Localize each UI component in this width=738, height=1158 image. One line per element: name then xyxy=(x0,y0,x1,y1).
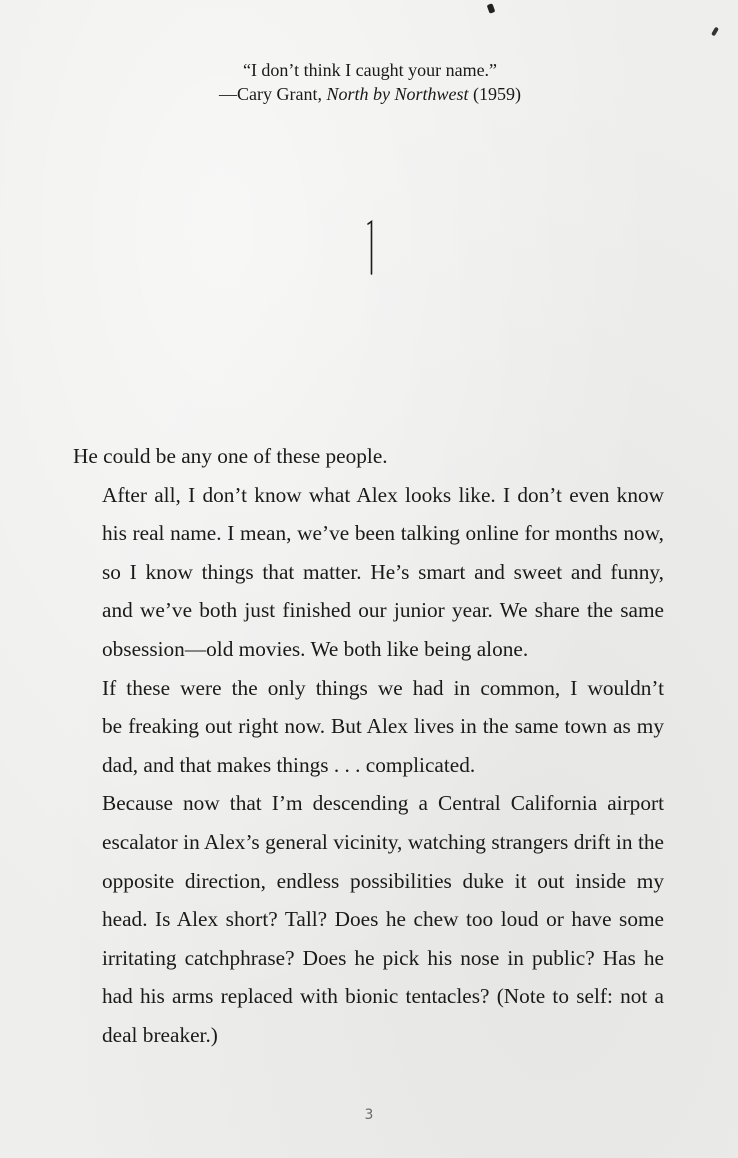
ink-speck xyxy=(487,3,496,14)
text-line: After all, I don’t know what Alex looks like. I don’t even know xyxy=(102,482,664,507)
text-line: He could be any one of these people. xyxy=(73,444,388,468)
epigraph-year: (1959) xyxy=(468,84,521,104)
epigraph-film-title: North by Northwest xyxy=(326,84,469,104)
epigraph-quote-text: “I don’t think I caught your name.” xyxy=(242,60,498,80)
epigraph-quote xyxy=(150,58,590,82)
text-line: and we’ve both just finished our junior year. We share the same xyxy=(102,598,664,623)
paragraph xyxy=(73,669,664,785)
epigraph-attribution-prefix: —Cary Grant, xyxy=(219,84,327,104)
text-line: escalator in Alex’s general vicinity, watching strangers drift in the xyxy=(102,829,664,854)
paragraph xyxy=(73,437,664,476)
chapter-number xyxy=(364,220,378,276)
text-line: irritating catchphrase? Does he pick his nose in public? Has he xyxy=(102,945,664,970)
text-line: If these were the only things we had in common, I wouldn’t xyxy=(102,675,664,700)
text-line: head. Is Alex short? Tall? Does he chew too loud or have some xyxy=(102,907,664,932)
chapter-number-glyph xyxy=(364,220,378,276)
text-line: deal breaker.) xyxy=(102,1022,218,1047)
paragraph xyxy=(73,476,664,669)
text-line: his real name. I mean, we’ve been talking online for months now, xyxy=(102,521,664,546)
text-line: so I know things that matter. He’s smart and sweet and funny, xyxy=(102,559,664,584)
text-line: obsession—old movies. We both like being alone. xyxy=(102,636,529,661)
text-line: had his arms replaced with bionic tentacles? (Note to self: not a xyxy=(102,984,664,1009)
text-line: be freaking out right now. But Alex lives in the same town as my xyxy=(102,714,664,739)
chapter-body xyxy=(73,437,664,1055)
ink-speck xyxy=(711,27,719,37)
text-line: Because now that I’m descending a Central California airport xyxy=(102,791,664,816)
page-number: 3 xyxy=(364,1107,374,1123)
text-line: dad, and that makes things . . . complicated. xyxy=(102,752,476,777)
epigraph-attribution xyxy=(150,82,590,106)
text-line: opposite direction, endless possibilities duke it out inside my xyxy=(102,868,664,893)
paragraph xyxy=(73,784,664,1054)
